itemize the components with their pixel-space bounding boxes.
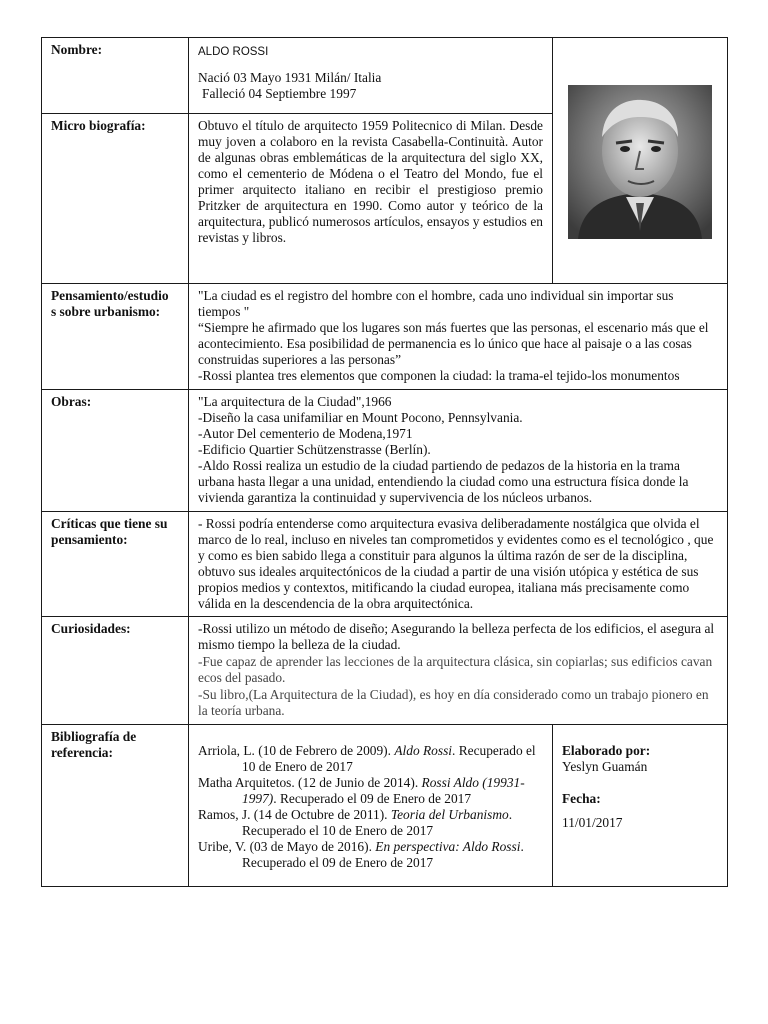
obra-item: "La arquitectura de la Ciudad",1966: [198, 394, 392, 409]
pensamiento-quote-1: "La ciudad es el registro del hombre con el hombre, cada uno individual sin importar sus tiempos ": [198, 288, 674, 319]
birth-date: Nació 03 Mayo 1931 Milán/ Italia: [198, 70, 382, 85]
label-obras: Obras:: [42, 390, 189, 512]
reference-item: Arriola, L. (10 de Febrero de 2009). Aldo Rossi. Recuperado el 10 de Enero de 2017: [198, 743, 536, 774]
row-criticas: [42, 512, 728, 617]
reference-item: Uribe, V. (03 de Mayo de 2016). En perspectiva: Aldo Rossi. Recuperado el 09 de Enero de 2017: [198, 839, 524, 870]
criticas-text: - Rossi podría entenderse como arquitectura evasiva deliberadamente nostálgica que olvida el marco de lo real, incluso en niveles tan comprometidos y evidentes como es el tecnológico , que y como es bien sabido llega a constituir para algunos la última razón de ser de la disciplina, obtuvo sus ideales arquitectónicos de la ciudad a partir de una visión utópica y estética de sus propios medios y contextos, mitificando la ciudad europea, italiana más precisamente como válida en la descendencia de la obra arquitectónica.: [198, 516, 714, 611]
cell-pensamiento: [189, 284, 728, 390]
reference-item: Ramos, J. (14 de Octubre de 2011). Teoria del Urbanismo. Recuperado el 10 de Enero de 2017: [198, 807, 513, 838]
row-nombre: [42, 38, 728, 114]
obra-item: -Autor Del cementerio de Modena,1971: [198, 426, 413, 441]
fecha-value: 11/01/2017: [562, 815, 623, 830]
row-obras: [42, 390, 728, 512]
pensamiento-quote-2: “Siempre he afirmado que los lugares son más fuertes que las personas, el escenario más que el acontecimiento. Esa posibilidad de permanencia es lo único que hace al paisaje o a las cosas construidas superiores a las personas”: [198, 320, 709, 367]
micro-biografia-text: Obtuvo el título de arquitecto 1959 Politecnico di Milan. Desde muy joven a colaboro en la revista Casabella-Continuità. Autor de algunas obras emblemáticas de la arquitectura del siglo XX, como el cementerio de Módena o el Teatro del Mondo, fue el primer arquitecto italiano en recibir el prestigioso premio Pritzker de arquitectura en 1990. Como autor y teórico de la arquitectura, publicó numerosos artículos, ensayos y estudios en revistas y libros.: [198, 118, 543, 245]
row-pensamiento: [42, 284, 728, 390]
curiosidad-item: -Su libro,(La Arquitectura de la Ciudad), es hoy en día considerado como un trabajo pionero en la teoría urbana.: [198, 687, 709, 718]
curiosidad-item: -Rossi utilizo un método de diseño; Asegurando la belleza perfecta de los edificios, el asegura al mismo tiempo la belleza de la ciudad.: [198, 621, 715, 652]
cell-bibliografia: [189, 725, 553, 887]
curiosidad-item: -Fue capaz de aprender las lecciones de la arquitectura clásica, sin copiarlas; sus edificios cavan ecos del pasado.: [198, 654, 713, 685]
photo-cell: [553, 38, 728, 284]
biography-sheet: [41, 37, 728, 887]
name-value: ALDO ROSSI: [198, 46, 269, 58]
row-curiosidades: [42, 617, 728, 725]
cell-nombre: [189, 38, 553, 114]
label-criticas: Críticas que tiene su pensamiento:: [42, 512, 189, 617]
reference-item: Matha Arquitetos. (12 de Junio de 2014). Rossi Aldo (19931-1997). Recuperado el 09 de Enero de 2017: [198, 775, 525, 806]
obra-item: -Edificio Quartier Schützenstrasse (Berlín).: [198, 442, 431, 457]
cell-criticas: [189, 512, 728, 617]
obra-item: -Diseño la casa unifamiliar en Mount Pocono, Pennsylvania.: [198, 410, 523, 425]
label-nombre: Nombre:: [42, 38, 189, 114]
label-bibliografia: Bibliografía de referencia:: [42, 725, 189, 887]
pensamiento-note: -Rossi plantea tres elementos que componen la ciudad: la trama-el tejido-los monumentos: [198, 368, 680, 383]
label-pensamiento: Pensamiento/estudio s sobre urbanismo:: [42, 284, 189, 390]
death-date: Falleció 04 Septiembre 1997: [202, 86, 357, 101]
label-curiosidades: Curiosidades:: [42, 617, 189, 725]
obra-item: -Aldo Rossi realiza un estudio de la ciudad partiendo de pedazos de la historia en la trama urbana hasta llegar a una unidad, entendiendo la ciudad como una estructura física donde la vivienda garantiza la continuidad y supervivencia de los núcleos urbanos.: [198, 458, 689, 505]
row-bibliografia: [42, 725, 728, 887]
elaborado-label: Elaborado por:: [562, 743, 651, 758]
portrait-photo: [568, 85, 712, 239]
cell-curiosidades: [189, 617, 728, 725]
cell-micro-biografia: [189, 114, 553, 284]
cell-obras: [189, 390, 728, 512]
fecha-label: Fecha:: [562, 791, 601, 806]
cell-elaborado: [553, 725, 728, 887]
label-micro-biografia: Micro biografía:: [42, 114, 189, 284]
author-name: Yeslyn Guamán: [562, 759, 648, 774]
